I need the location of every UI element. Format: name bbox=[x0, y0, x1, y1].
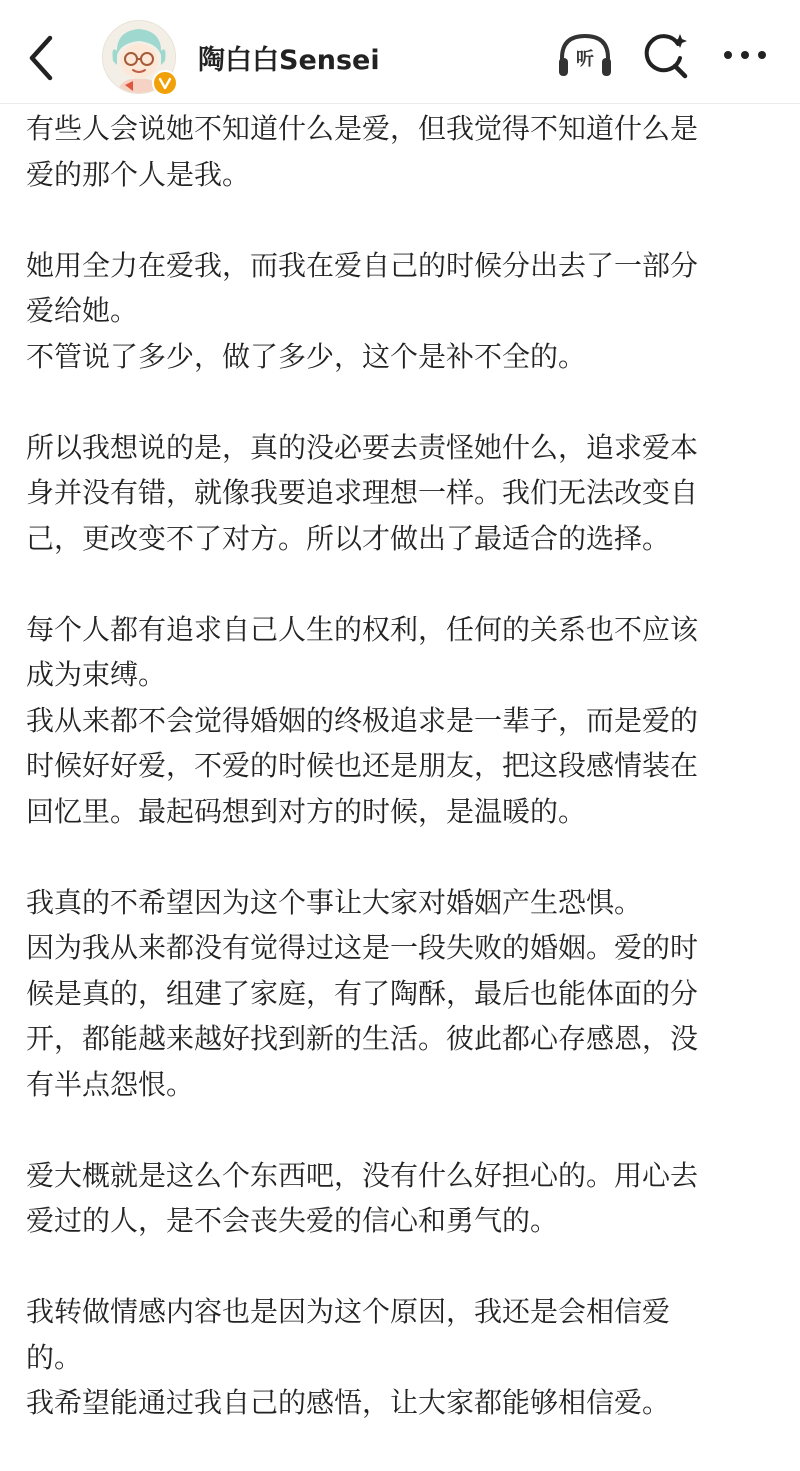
paragraph bbox=[26, 607, 766, 835]
text-line: 爱的那个人是我。 bbox=[26, 157, 251, 191]
text-line: 的。 bbox=[26, 1340, 83, 1374]
verified-badge-icon bbox=[152, 70, 178, 96]
back-button[interactable] bbox=[22, 32, 62, 84]
more-icon bbox=[720, 40, 770, 70]
text-line: 不管说了多少，做了多少，这个是补不全的。 bbox=[26, 339, 587, 373]
text-line: 爱过的人，是不会丧失爱的信心和勇气的。 bbox=[26, 1204, 559, 1237]
text-line: 时候好好爱，不爱的时候也还是朋友，把这段感情装在 bbox=[26, 749, 699, 782]
text-line: 身并没有错，就像我要追求理想一样。我们无法改变自 bbox=[26, 476, 699, 509]
text-line: 我真的不希望因为这个事让大家对婚姻产生恐惧。 bbox=[26, 885, 643, 919]
paragraph bbox=[26, 243, 766, 380]
listen-button[interactable] bbox=[556, 30, 614, 80]
paragraph bbox=[26, 1153, 766, 1244]
paragraph bbox=[26, 1289, 766, 1426]
text-line: 己，更改变不了对方。所以才做出了最适合的选择。 bbox=[26, 521, 671, 555]
text-line: 候是真的，组建了家庭，有了陶酥，最后也能体面的分 bbox=[26, 976, 699, 1010]
search-icon bbox=[640, 30, 690, 80]
paragraph bbox=[26, 425, 766, 562]
paragraph bbox=[26, 106, 766, 197]
username[interactable]: 陶白白Sensei bbox=[198, 45, 380, 76]
text-line: 所以我想说的是，真的没必要去责怪她什么，追求爱本 bbox=[26, 430, 699, 464]
text-line: 开，都能越来越好找到新的生活。彼此都心存感恩，没 bbox=[26, 1022, 699, 1055]
text-line: 有半点怨恨。 bbox=[26, 1067, 195, 1101]
text-line: 我转做情感内容也是因为这个原因，我还是会相信爱 bbox=[26, 1295, 671, 1328]
post-body bbox=[26, 106, 766, 1471]
text-line: 爱大概就是这么个东西吧，没有什么好担心的。用心去 bbox=[26, 1158, 699, 1192]
search-button[interactable] bbox=[640, 30, 690, 80]
paragraph bbox=[26, 880, 766, 1108]
listen-label: 听 bbox=[576, 49, 594, 70]
text-line: 成为束缚。 bbox=[26, 658, 167, 691]
text-line: 爱给她。 bbox=[26, 294, 139, 327]
user-avatar-button[interactable] bbox=[102, 20, 176, 94]
back-arrow-icon bbox=[22, 32, 62, 84]
text-line: 她用全力在爱我，而我在爱自己的时候分出去了一部分 bbox=[26, 248, 699, 282]
more-button[interactable] bbox=[720, 40, 770, 70]
top-bar bbox=[0, 0, 800, 104]
text-line: 我希望能通过我自己的感悟，让大家都能够相信爱。 bbox=[26, 1386, 671, 1419]
text-line: 每个人都有追求自己人生的权利，任何的关系也不应该 bbox=[26, 612, 699, 646]
text-line: 因为我从来都没有觉得过这是一段失败的婚姻。爱的时 bbox=[26, 931, 699, 964]
text-line: 我从来都不会觉得婚姻的终极追求是一辈子，而是爱的 bbox=[26, 703, 699, 737]
text-line: 有些人会说她不知道什么是爱，但我觉得不知道什么是 bbox=[26, 112, 699, 145]
text-line: 回忆里。最起码想到对方的时候，是温暖的。 bbox=[26, 794, 587, 828]
